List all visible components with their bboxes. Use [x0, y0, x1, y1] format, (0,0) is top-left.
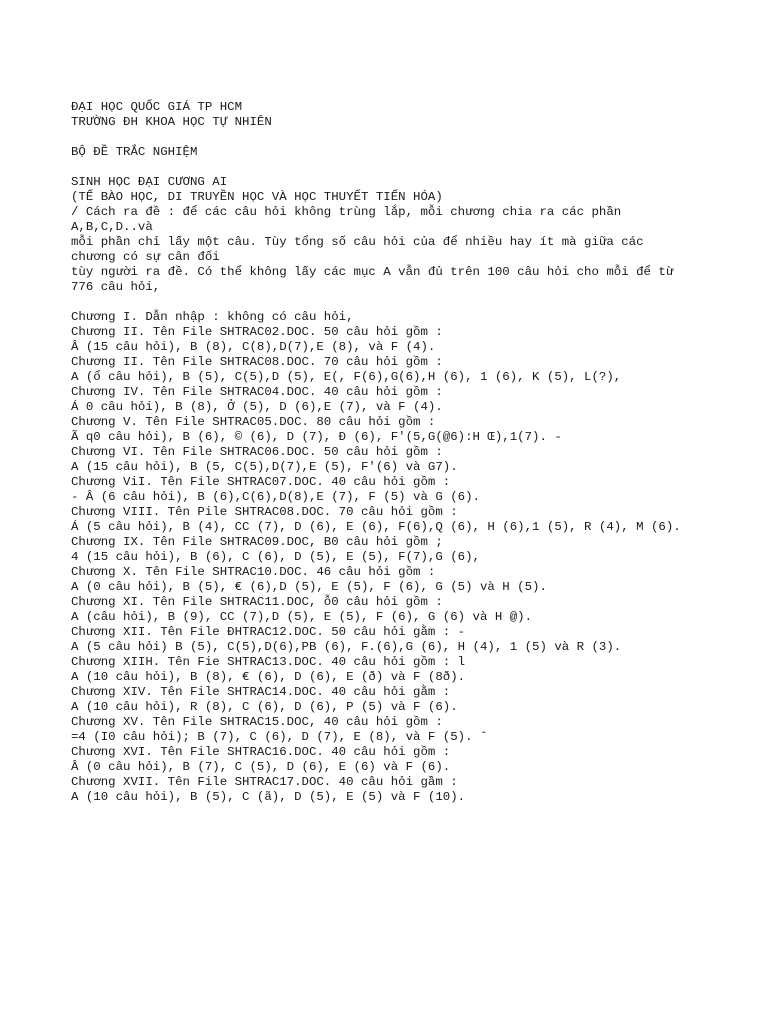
chapter-line: Á (5 câu hỏi), B (4), CC (7), D (6), E (6), F(6),Q (6), H (6),1 (5), R (4), M (6). — [71, 520, 681, 534]
chapter-line: A (15 câu hỏi), B (5, C(5),D(7),E (5), F'(6) và G7). — [71, 460, 458, 474]
chapter-line: Chương II. Tên File SHTRAC08.DOC. 70 câu hỏi gồm : — [71, 355, 443, 369]
spacer — [71, 295, 751, 310]
chapter-line: Chương XV. Tên File SHTRAC15.DOC, 40 câu hỏi gồm : — [71, 715, 443, 729]
chapter-line: Chương XVI. Tên File SHTRAC16.DOC. 40 câu hỏi gồm : — [71, 745, 451, 759]
document-title: BỘ ĐỀ TRẮC NGHIỆM — [71, 145, 198, 159]
chapter-line: Chương X. Tên File SHTRAC10.DOC. 46 câu hỏi gồm : — [71, 565, 436, 579]
chapter-line: Chương I. Dẫn nhập : không có câu hỏi, — [71, 310, 354, 324]
chapter-line: A (10 câu hỏi), B (5), C (ã), D (5), E (5) và F (10). — [71, 790, 466, 804]
chapter-line: Ã q0 câu hỏi), B (6), © (6), D (7), Đ (6), F'(5,G(@6):H Œ),1(7). - — [71, 430, 562, 444]
chapter-line: A (ổ câu hỏi), B (5), C(5),D (5), E(, F(6),G(6),H (6), 1 (6), K (5), L(?), — [71, 370, 622, 384]
chapter-line: Â (0 câu hỏi), B (7), C (5), D (6), E (6) và F (6). — [71, 760, 451, 774]
chapter-line: Chương V. Tên File SHTRAC05.DOC. 80 câu hỏi gồm : — [71, 415, 436, 429]
university-name: ĐẠI HỌC QUỐC GIÁ TP HCM — [71, 100, 243, 114]
chapter-line: Chương VIII. Tên Pile SHTRAC08.DOC. 70 câu hỏi gồm : — [71, 505, 458, 519]
chapter-line: - Â (6 câu hỏi), B (6),C(6),D(8),E (7), F (5) và G (6). — [71, 490, 480, 504]
faculty-name: TRƯỜNG ĐH KHOA HỌC TỰ NHIÊN — [71, 115, 272, 129]
chapter-line: Chương XI. Tên File SHTRAC11.DOC, ỗ0 câu hỏi gồm : — [71, 595, 443, 609]
chapter-list — [71, 310, 751, 805]
spacer — [71, 130, 751, 145]
spacer — [71, 160, 751, 175]
chapter-line: A (0 câu hỏi), B (5), € (6),D (5), E (5), F (6), G (5) và H (5). — [71, 580, 547, 594]
header-block — [71, 100, 751, 130]
intro-line: mỗi phần chỉ lấy một câu. Tùy tổng số câu hỏi của để nhiều hay ít mà giữa các — [71, 235, 644, 249]
chapter-line: Chương IX. Tên File SHTRAC09.DOC, B0 câu hỏi gồm ; — [71, 535, 443, 549]
chapter-line: Â (15 câu hỏi), B (8), C(8),D(7),E (8), và F (4). — [71, 340, 436, 354]
subject-name: SINH HỌC ĐẠI CƯƠNG AI — [71, 175, 228, 189]
chapter-line: Chương IV. Tên File SHTRAC04.DOC. 40 câu hỏi gồm : — [71, 385, 443, 399]
chapter-line: A (câu hỏi), B (9), CC (7),D (5), E (5), F (6), G (6) và H @). — [71, 610, 533, 624]
subject-block — [71, 175, 751, 295]
chapter-line: 4 (15 câu hỏi), B (6), C (6), D (5), E (5), F(7),G (6), — [71, 550, 480, 564]
chapter-line: Chương XIV. Tên File SHTRAC14.DOC. 40 câu hỏi gằm : — [71, 685, 451, 699]
chapter-line: =4 (I0 câu hỏi); B (7), C (6), D (7), E (8), và F (5). ˆ — [71, 730, 488, 744]
chapter-line: Chương ViI. Tên File SHTRAC07.DOC. 40 câu hỏi gồm : — [71, 475, 451, 489]
chapter-line: A (5 câu hỏi) B (5), C(5),D(6),PB (6), F.(6),G (6), H (4), 1 (5) và R (3). — [71, 640, 622, 654]
chapter-line: Chương II. Tên File SHTRAC02.DOC. 50 câu hỏi gồm : — [71, 325, 443, 339]
chapter-line: Chương XIIH. Tên Fie SHTRAC13.DOC. 40 câu hỏi gồm : l — [71, 655, 466, 669]
intro-line: A,B,C,D..và — [71, 220, 153, 234]
chapter-line: Chương XII. Tên File ĐHTRAC12.DOC. 50 câu hỏi gằm : - — [71, 625, 466, 639]
intro-line: 776 câu hỏi, — [71, 280, 161, 294]
subject-subtitle: (TẾ BÀO HỌC, DI TRUYỀN HỌC VÀ HỌC THUYẾT TIẾN HÓA) — [71, 190, 443, 204]
chapter-line: Chương VI. Tên File SHTRAC06.DOC. 50 câu hỏi gồm : — [71, 445, 443, 459]
intro-line: chương có sự cân đối — [71, 250, 220, 264]
chapter-line: A (10 câu hỏi), R (8), C (6), D (6), P (5) và F (6). — [71, 700, 458, 714]
chapter-line: A (10 câu hỏi), B (8), € (6), D (6), E (ð) và F (8ð). — [71, 670, 466, 684]
chapter-line: Á 0 câu hỏi), B (8), Ở (5), D (6),E (7), và F (4). — [71, 400, 443, 414]
document-page — [71, 100, 751, 805]
intro-line: tùy người ra đề. Có thể không lấy các mục A vẫn đủ trên 100 câu hỏi cho mỗi để từ — [71, 265, 674, 279]
chapter-line: Chương XVII. Tên File SHTRAC17.DOC. 40 câu hỏi gầm : — [71, 775, 458, 789]
intro-line: / Cách ra đề : để các câu hỏi không trùng lắp, mỗi chương chia ra các phần — [71, 205, 622, 219]
